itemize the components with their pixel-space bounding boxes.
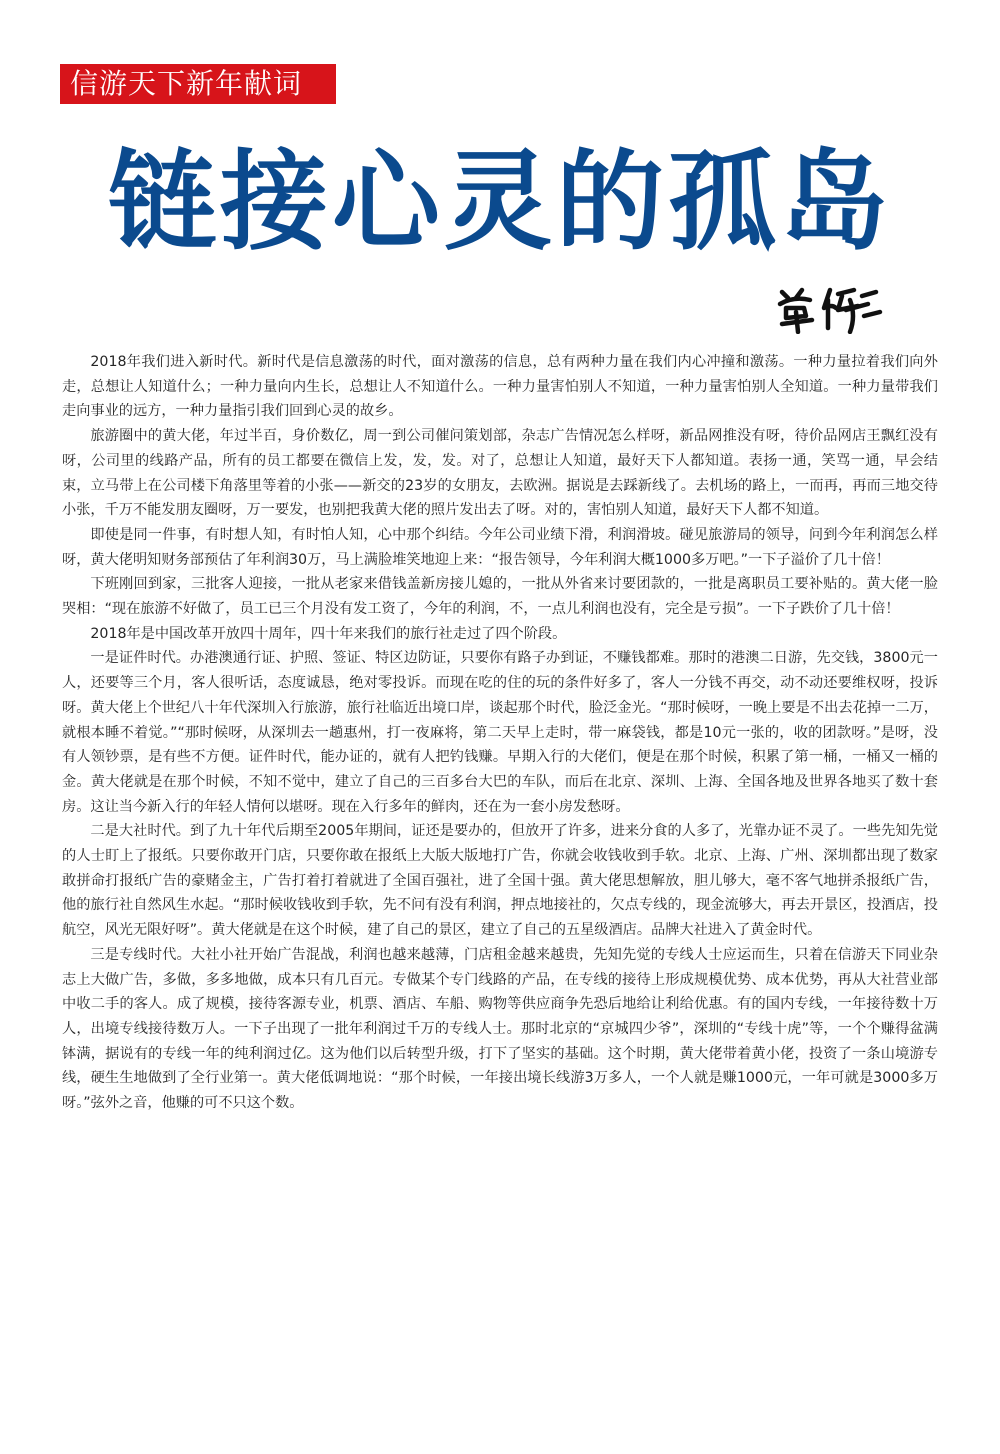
paragraph: 2018年我们进入新时代。新时代是信息激荡的时代，面对激荡的信息，总有两种力量在我们内心冲撞和激荡。一种力量拉着我们向外走，总想让人知道什么；一种力量向内生长，总想让人不知道什么。一种力量害怕别人不知道，一种力量害怕别人全知道。一种力量带我们走向事业的远方，一种力量指引我们回到心灵的故乡。: [62, 354, 938, 420]
article-body: [62, 350, 938, 1116]
paragraph: 2018年是中国改革开放四十周年，四十年来我们的旅行社走过了四个阶段。: [90, 625, 567, 642]
article-title: 链接心灵的孤岛: [107, 140, 892, 265]
paragraph: 一是证件时代。办港澳通行证、护照、签证、特区边防证，只要你有路子办到证，不赚钱都难。那时的港澳二日游，先交钱，3800元一人，还要等三个月，客人很听话，态度诚恳，绝对零投诉。而现在吃的住的玩的条件好多了，客人一分钱不再交，动不动还要维权呀，投诉呀。黄大佬上个世纪八十年代深圳入行旅游，旅行社临近出境口岸，谈起那个时代，脸泛金光。“那时候呀，一晚上要是不出去花掉一二万，就根本睡不着觉。”“那时候呀，从深圳去一趟惠州，打一夜麻将，第二天早上走时，带一麻袋钱，都是10元一张的，收的团款呀。”是呀，没有人领钞票，是有些不方便。证件时代，能办证的，就有人把钓钱赚。早期入行的大佬们，便是在那个时候，积累了第一桶，一桶又一桶的金。黄大佬就是在那个时候，不知不觉中，建立了自己的三百多台大巴的车队，而后在北京、深圳、上海、全国各地及世界各地买了数十套房。这让当今新入行的年轻人情何以堪呀。现在入行多年的鲜肉，还在为一套小房发愁呀。: [62, 650, 938, 815]
author-signature: [772, 282, 884, 334]
paragraph: 旅游圈中的黄大佬，年过半百，身价数亿，周一到公司催问策划部，杂志广告情况怎么样呀，新品网推没有呀，待价品网店王飘红没有呀，公司里的线路产品，所有的员工都要在微信上发，发，发。对了，总想让人知道，最好天下人都知道。表扬一通，笑骂一通，早会结束，立马带上在公司楼下角落里等着的小张——新交的23岁的女朋友，去欧洲。据说是去踩新线了。去机场的路上，一而再，再而三地交待小张，千万不能发朋友圈呀，万一要发，也别把我黄大佬的照片发出去了呀。对的，害怕别人知道，最好天下人都不知道。: [62, 428, 938, 519]
paragraph: 三是专线时代。大社小社开始广告混战，利润也越来越薄，门店租金越来越贵，先知先觉的专线人士应运而生，只着在信游天下同业杂志上大做广告，多做，多多地做，成本只有几百元。专做某个专门线路的产品，在专线的接待上形成规模优势、成本优势，再从大社营业部中收二手的客人。成了规模，接待客源专业，机票、酒店、车船、购物等供应商争先恐后地给让利给优惠。有的国内专线，一年接待数十万人，出境专线接待数万人。一下子出现了一批年利润过千万的专线人士。那时北京的“京城四少爷”，深圳的“专线十虎”等，一个个赚得盆满钵满，据说有的专线一年的纯利润过亿。这为他们以后转型升级，打下了坚实的基础。这个时期，黄大佬带着黄小佬，投资了一条山境游专线，硬生生地做到了全行业第一。黄大佬低调地说：“那个时候，一年接出境长线游3万多人，一个人就是赚1000元，一年可就是3000多万呀。”弦外之音，他赚的可不只这个数。: [62, 946, 938, 1112]
paragraph: 二是大社时代。到了九十年代后期至2005年期间，证还是要办的，但放开了许多，进来分食的人多了，光靠办证不灵了。一些先知先觉的人士盯上了报纸。只要你敢开门店，只要你敢在报纸上大版大版地打广告，你就会收钱收到手软。北京、上海、广州、深圳都出现了数家敢拼命打报纸广告的豪赌金主，广告打着打着就进了全国百强社，进了全国十强。黄大佬思想解放，胆儿够大，毫不客气地拼杀报纸广告，他的旅行社自然风生水起。“那时候收钱收到手软，先不问有没有利润，押点地接社的，欠点专线的，现金流够大，再去开景区，投酒店，投航空，风光无限好呀”。黄大佬就是在这个时候，建了自己的景区，建立了自己的五星级酒店。品牌大社进入了黄金时代。: [62, 823, 938, 939]
paragraph: 即使是同一件事，有时想人知，有时怕人知，心中那个纠结。今年公司业绩下滑，利润滑坡。碰见旅游局的领导，问到今年利润怎么样呀，黄大佬明知财务部预估了年利润30万，马上满脸堆笑地迎上来：“报告领导，今年利润大概1000多万吧。”一下子溢价了几十倍！: [62, 526, 938, 568]
paragraph: 下班刚回到家，三批客人迎接，一批从老家来借钱盖新房接儿媳的，一批从外省来讨要团款的，一批是离职员工要补贴的。黄大佬一脸哭相：“现在旅游不好做了，员工已三个月没有发工资了，今年的利润，不，一点儿利润也没有，完全是亏损”。一下子跌价了几十倍！: [62, 576, 938, 618]
section-tag: 信游天下新年献词: [60, 64, 336, 104]
